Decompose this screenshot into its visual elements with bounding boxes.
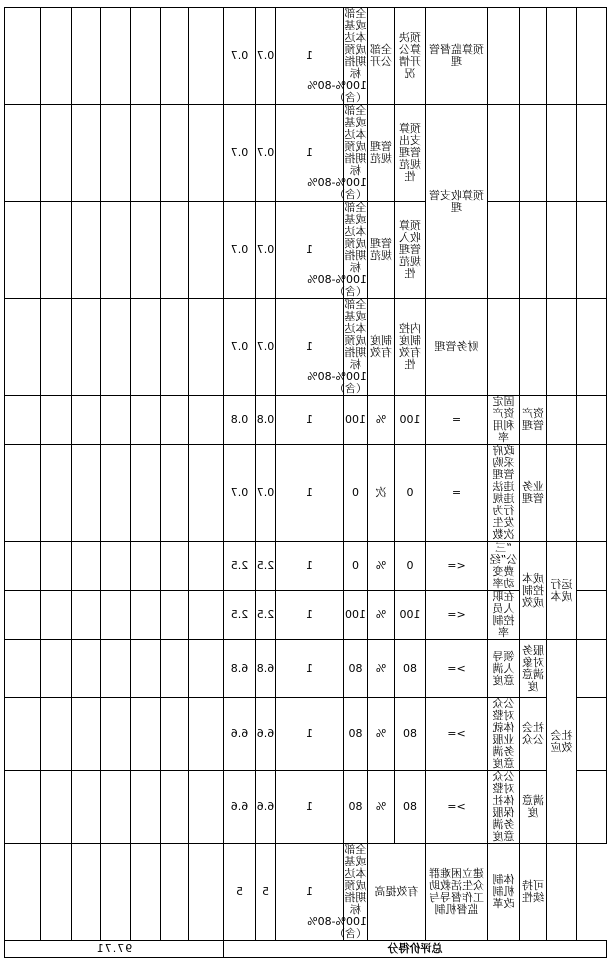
empty-cell bbox=[5, 771, 41, 844]
empty-cell bbox=[41, 105, 72, 202]
empty-cell bbox=[41, 640, 72, 698]
empty-cell bbox=[189, 8, 224, 105]
empty-cell bbox=[41, 771, 72, 844]
empty-cell bbox=[520, 202, 547, 299]
unit-cell: % bbox=[368, 396, 395, 445]
coefficient-cell: 1 bbox=[276, 105, 344, 202]
empty-cell bbox=[5, 299, 41, 396]
empty-cell bbox=[189, 698, 224, 771]
weight-cell: 0.7 bbox=[256, 202, 276, 299]
empty-cell bbox=[5, 591, 41, 640]
actual-value-cell: 100 bbox=[344, 591, 368, 640]
empty-cell bbox=[41, 445, 72, 542]
empty-cell bbox=[547, 8, 577, 105]
total-score-cell: 97.71 bbox=[5, 941, 224, 958]
indicator-cell: 预算收入管理规范性 bbox=[395, 202, 426, 299]
empty-cell bbox=[577, 591, 607, 640]
empty-cell bbox=[5, 542, 41, 591]
sub-category-cell: 服务对象满意度 bbox=[520, 640, 547, 698]
empty-cell bbox=[101, 640, 131, 698]
empty-cell bbox=[189, 771, 224, 844]
coefficient-cell: 1 bbox=[276, 8, 344, 105]
empty-cell bbox=[488, 202, 520, 299]
empty-cell bbox=[41, 844, 72, 941]
empty-cell bbox=[131, 8, 161, 105]
target-cell: 管理规范 bbox=[368, 202, 395, 299]
total-label-cell: 总评价得分 bbox=[224, 941, 607, 958]
coefficient-cell: 1 bbox=[276, 771, 344, 844]
empty-cell bbox=[41, 542, 72, 591]
operator-cell: <= bbox=[426, 542, 488, 591]
coefficient-cell: 1 bbox=[276, 591, 344, 640]
score-cell: 0.8 bbox=[224, 396, 256, 445]
table-row bbox=[5, 202, 607, 299]
score-cell: 2.5 bbox=[224, 542, 256, 591]
empty-cell bbox=[5, 445, 41, 542]
empty-cell bbox=[488, 105, 520, 202]
coefficient-cell: 1 bbox=[276, 542, 344, 591]
empty-cell bbox=[131, 299, 161, 396]
empty-cell bbox=[161, 396, 189, 445]
score-cell: 0.7 bbox=[224, 105, 256, 202]
empty-cell bbox=[5, 8, 41, 105]
indicator-cell: 固定资产利用率 bbox=[488, 396, 520, 445]
empty-cell bbox=[41, 202, 72, 299]
empty-cell bbox=[72, 844, 101, 941]
indicator-cell: 在职人员控制率 bbox=[488, 591, 520, 640]
target-cell: 80 bbox=[395, 771, 426, 844]
unit-cell: % bbox=[368, 698, 395, 771]
score-cell: 0.7 bbox=[224, 8, 256, 105]
empty-cell bbox=[577, 202, 607, 299]
empty-cell bbox=[547, 202, 577, 299]
empty-cell bbox=[131, 202, 161, 299]
sub-category-cell: 成本控制成效 bbox=[520, 542, 547, 640]
empty-cell bbox=[5, 640, 41, 698]
table-row bbox=[5, 299, 607, 396]
score-cell: 0.7 bbox=[224, 445, 256, 542]
empty-cell bbox=[101, 396, 131, 445]
empty-cell bbox=[161, 105, 189, 202]
weight-cell: 6.6 bbox=[256, 698, 276, 771]
empty-cell bbox=[161, 640, 189, 698]
score-cell: 0.7 bbox=[224, 202, 256, 299]
empty-cell bbox=[101, 299, 131, 396]
empty-cell bbox=[577, 640, 607, 698]
target-cell: 管理规范 bbox=[368, 105, 395, 202]
sub-category-cell: 体制机制改革 bbox=[488, 844, 520, 941]
empty-cell bbox=[5, 105, 41, 202]
operator-cell: <= bbox=[426, 591, 488, 640]
actual-value-cell: 全部或基本达成预期指标100%-80%（含） bbox=[307, 7, 367, 104]
target-cell: 0 bbox=[395, 445, 426, 542]
weight-cell: 0.7 bbox=[256, 8, 276, 105]
empty-cell bbox=[72, 202, 101, 299]
empty-cell bbox=[101, 105, 131, 202]
unit-cell: 次 bbox=[368, 445, 395, 542]
empty-cell bbox=[101, 591, 131, 640]
group-cell: 运行成本 bbox=[547, 542, 577, 640]
empty-cell bbox=[131, 105, 161, 202]
target-cell: 有效提高 bbox=[368, 844, 426, 941]
weight-cell: 2.5 bbox=[256, 542, 276, 591]
empty-cell bbox=[577, 771, 607, 844]
empty-cell bbox=[189, 202, 224, 299]
table-row bbox=[5, 698, 607, 771]
target-cell: 100 bbox=[395, 396, 426, 445]
empty-cell bbox=[577, 698, 607, 771]
actual-value-cell: 全部或基本达成预期指标100%-80%（含） bbox=[307, 104, 367, 201]
empty-cell bbox=[41, 591, 72, 640]
sub-category-cell: 业务管理 bbox=[520, 445, 547, 542]
empty-cell bbox=[101, 844, 131, 941]
empty-cell bbox=[101, 445, 131, 542]
coefficient-cell: 1 bbox=[276, 640, 344, 698]
empty-cell bbox=[101, 771, 131, 844]
coefficient-cell: 1 bbox=[276, 445, 344, 542]
operator-cell: >= bbox=[426, 771, 488, 844]
empty-cell bbox=[189, 299, 224, 396]
sub-category-cell: 资产管理 bbox=[520, 396, 547, 445]
sub-category-cell: 社会公众 bbox=[520, 698, 547, 771]
empty-cell bbox=[520, 105, 547, 202]
empty-cell bbox=[577, 445, 607, 542]
table-row bbox=[5, 542, 607, 591]
empty-cell bbox=[131, 698, 161, 771]
unit-cell: % bbox=[368, 542, 395, 591]
indicator-cell: “三公”经费变动率 bbox=[488, 542, 520, 591]
sub-category-cell: 预算收支管理 bbox=[426, 105, 488, 299]
sub-category-cell: 财务管理 bbox=[426, 299, 488, 396]
weight-cell: 5 bbox=[256, 844, 276, 941]
empty-cell bbox=[520, 299, 547, 396]
empty-cell bbox=[72, 640, 101, 698]
empty-cell bbox=[488, 8, 520, 105]
empty-cell bbox=[72, 591, 101, 640]
empty-cell bbox=[72, 771, 101, 844]
indicator-cell: 内控制度有效性 bbox=[395, 299, 426, 396]
empty-cell bbox=[5, 698, 41, 771]
indicator-cell: 公众对整体就业服务满意度 bbox=[488, 698, 520, 771]
coefficient-cell: 1 bbox=[276, 698, 344, 771]
indicator-cell: 领导人满意度 bbox=[488, 640, 520, 698]
weight-cell: 6.6 bbox=[256, 771, 276, 844]
operator-cell: >= bbox=[426, 698, 488, 771]
empty-cell bbox=[161, 202, 189, 299]
empty-cell bbox=[72, 396, 101, 445]
score-cell: 6.6 bbox=[224, 698, 256, 771]
empty-cell bbox=[101, 8, 131, 105]
empty-cell bbox=[131, 591, 161, 640]
target-cell: 制度有效 bbox=[368, 299, 395, 396]
indicator-cell: 建立困难群众生活救助工作督导与监督机制 bbox=[426, 844, 488, 941]
empty-cell bbox=[488, 299, 520, 396]
empty-cell bbox=[547, 396, 577, 445]
actual-value-cell: 80 bbox=[344, 698, 368, 771]
empty-cell bbox=[5, 202, 41, 299]
empty-cell bbox=[189, 542, 224, 591]
empty-cell bbox=[189, 844, 224, 941]
coefficient-cell: 1 bbox=[276, 396, 344, 445]
empty-cell bbox=[5, 844, 41, 941]
empty-cell bbox=[577, 105, 607, 202]
empty-cell bbox=[131, 844, 161, 941]
score-cell: 5 bbox=[224, 844, 256, 941]
empty-cell bbox=[131, 771, 161, 844]
actual-value-cell: 80 bbox=[344, 640, 368, 698]
operator-cell: = bbox=[426, 445, 488, 542]
actual-value-cell: 100 bbox=[344, 396, 368, 445]
empty-cell bbox=[41, 698, 72, 771]
table-row bbox=[5, 105, 607, 202]
empty-cell bbox=[161, 542, 189, 591]
empty-cell bbox=[189, 640, 224, 698]
empty-cell bbox=[131, 640, 161, 698]
actual-value-cell: 全部或基本达成预期指标100%-80%（含） bbox=[307, 201, 367, 298]
table-row bbox=[5, 8, 607, 105]
empty-cell bbox=[131, 396, 161, 445]
empty-cell bbox=[131, 542, 161, 591]
empty-cell bbox=[577, 299, 607, 396]
empty-cell bbox=[577, 542, 607, 591]
empty-cell bbox=[161, 591, 189, 640]
total-row bbox=[5, 941, 607, 958]
evaluation-table bbox=[4, 7, 607, 958]
actual-value-cell: 80 bbox=[344, 771, 368, 844]
empty-cell bbox=[101, 542, 131, 591]
empty-cell bbox=[101, 698, 131, 771]
empty-cell bbox=[161, 8, 189, 105]
empty-cell bbox=[547, 844, 577, 941]
score-cell: 2.5 bbox=[224, 591, 256, 640]
empty-cell bbox=[577, 8, 607, 105]
actual-value-cell: 0 bbox=[344, 445, 368, 542]
empty-cell bbox=[161, 698, 189, 771]
weight-cell: 0.7 bbox=[256, 445, 276, 542]
indicator-cell: 预决算公开情况 bbox=[395, 8, 426, 105]
weight-cell: 0.7 bbox=[256, 105, 276, 202]
indicator-cell: 公众对整体社保服务满意度 bbox=[488, 771, 520, 844]
empty-cell bbox=[72, 8, 101, 105]
coefficient-cell: 1 bbox=[276, 202, 344, 299]
actual-value-cell: 0 bbox=[344, 542, 368, 591]
table-row bbox=[5, 591, 607, 640]
empty-cell bbox=[5, 396, 41, 445]
weight-cell: 0.7 bbox=[256, 299, 276, 396]
empty-cell bbox=[547, 299, 577, 396]
empty-cell bbox=[161, 771, 189, 844]
actual-value-cell: 全部或基本达成预期指标100%-80%（含） bbox=[307, 843, 367, 940]
empty-cell bbox=[41, 396, 72, 445]
empty-cell bbox=[72, 698, 101, 771]
sub-category-cell: 满意度 bbox=[520, 771, 547, 844]
empty-cell bbox=[189, 105, 224, 202]
empty-cell bbox=[161, 445, 189, 542]
empty-cell bbox=[72, 299, 101, 396]
empty-cell bbox=[547, 445, 577, 542]
empty-cell bbox=[520, 8, 547, 105]
empty-cell bbox=[72, 105, 101, 202]
group-cell: 可持续性 bbox=[520, 844, 547, 941]
empty-cell bbox=[577, 396, 607, 445]
unit-cell: % bbox=[368, 771, 395, 844]
empty-cell bbox=[189, 591, 224, 640]
target-cell: 0 bbox=[395, 542, 426, 591]
target-cell: 80 bbox=[395, 698, 426, 771]
table-row bbox=[5, 396, 607, 445]
empty-cell bbox=[41, 8, 72, 105]
empty-cell bbox=[189, 396, 224, 445]
indicator-cell: 政府采购管理违法违规行为发生次数 bbox=[488, 445, 520, 542]
actual-value-cell: 全部或基本达成预期指标100%-80%（含） bbox=[307, 298, 367, 395]
table-row bbox=[5, 844, 607, 941]
weight-cell: 6.8 bbox=[256, 640, 276, 698]
empty-cell bbox=[547, 105, 577, 202]
unit-cell: % bbox=[368, 640, 395, 698]
operator-cell: = bbox=[426, 396, 488, 445]
score-cell: 6.8 bbox=[224, 640, 256, 698]
table-row bbox=[5, 640, 607, 698]
table-row bbox=[5, 445, 607, 542]
unit-cell: % bbox=[368, 591, 395, 640]
empty-cell bbox=[131, 445, 161, 542]
empty-cell bbox=[101, 202, 131, 299]
weight-cell: 0.8 bbox=[256, 396, 276, 445]
group-cell: 社会效应 bbox=[547, 640, 577, 844]
weight-cell: 2.5 bbox=[256, 591, 276, 640]
table-row bbox=[5, 771, 607, 844]
sub-category-cell: 预算监督管理 bbox=[426, 8, 488, 105]
empty-cell bbox=[161, 844, 189, 941]
operator-cell: >= bbox=[426, 640, 488, 698]
score-cell: 6.6 bbox=[224, 771, 256, 844]
target-cell: 100 bbox=[395, 591, 426, 640]
empty-cell bbox=[161, 299, 189, 396]
empty-cell bbox=[189, 445, 224, 542]
empty-cell bbox=[72, 542, 101, 591]
empty-cell bbox=[72, 445, 101, 542]
coefficient-cell: 1 bbox=[276, 844, 344, 941]
target-cell: 80 bbox=[395, 640, 426, 698]
indicator-cell: 预算支出管理规范性 bbox=[395, 105, 426, 202]
coefficient-cell: 1 bbox=[276, 299, 344, 396]
target-cell: 全部公开 bbox=[368, 8, 395, 105]
empty-cell bbox=[41, 299, 72, 396]
score-cell: 0.7 bbox=[224, 299, 256, 396]
